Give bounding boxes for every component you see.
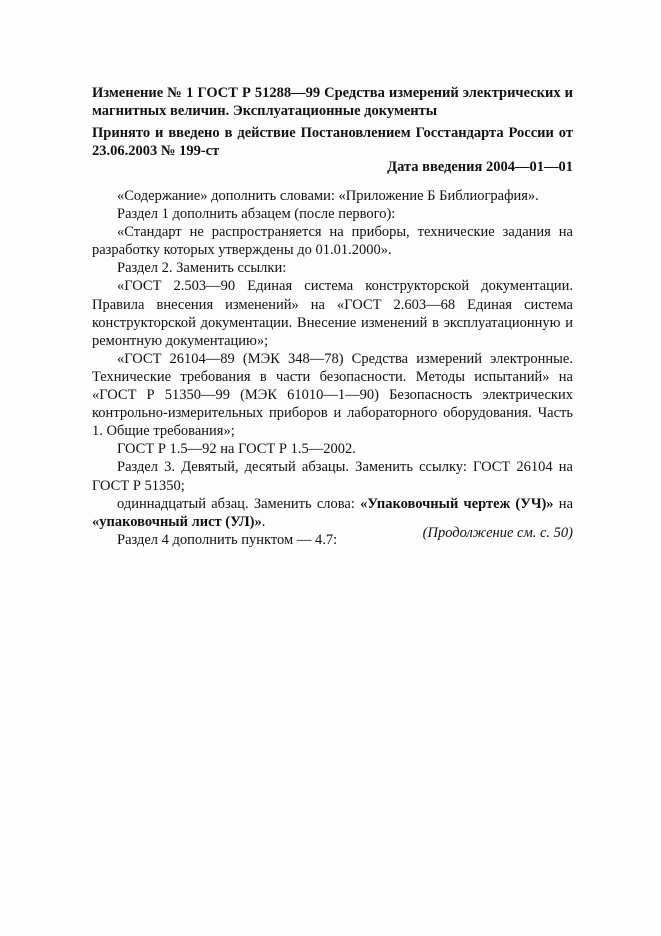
paragraph-ref-gost15: ГОСТ Р 1.5—92 на ГОСТ Р 1.5—2002.: [117, 441, 356, 458]
paragraph-ref-gost26104: «ГОСТ 26104—89 (МЭК 348—78) Средства измерений электронные. Технические требования в части безопасности. Методы испытаний» на «ГОСТ Р 51350—99 (МЭК 61010—1—90) Безопасность электрических контрольно-измерительных приборов и лабораторного оборудования. Часть 1. Общие требования»;: [92, 350, 573, 440]
paragraph-ref-gost2503: «ГОСТ 2.503—90 Единая система конструкторской документации. Правила внесения изменений» на «ГОСТ 2.603—68 Единая система конструкторской документации. Внесение изменений в эксплуатационную и ремонтную документацию»;: [92, 278, 573, 349]
continuation-note: (Продолжение см. с. 50): [422, 525, 573, 541]
eleventh-text-mid: на: [553, 495, 574, 512]
paragraph-contents: «Содержание» дополнить словами: «Приложение Б Библиография».: [117, 188, 539, 204]
adoption-block: [92, 124, 573, 160]
eleventh-text-end: .: [261, 513, 266, 530]
adoption-note: Принято и введено в действие Постановлением Госстандарта России от 23.06.2003 № 199-ст: [92, 125, 573, 159]
header-block: [92, 84, 573, 120]
paragraph-section4: Раздел 4 дополнить пунктом — 4.7:: [117, 531, 338, 548]
change-title: Изменение № 1 ГОСТ Р 51288—99 Средства измерений электрических и магнитных величин. Эксплуатационные документы: [92, 85, 573, 119]
eleventh-bold-new: «упаковочный лист (УЛ)»: [92, 513, 262, 530]
eleventh-bold-old: «Упаковочный чертеж (УЧ)»: [360, 495, 554, 512]
paragraph-scope: «Стандарт не распространяется на приборы, технические задания на разработку которых утверждены до 01.01.2000».: [92, 224, 573, 259]
paragraph-section1: Раздел 1 дополнить абзацем (после первого):: [117, 206, 396, 223]
paragraph-section3: Раздел 3. Девятый, десятый абзацы. Заменить ссылку: ГОСТ 26104 на ГОСТ Р 51350;: [92, 459, 573, 494]
body-text: [92, 187, 573, 549]
eleventh-text-start: одиннадцатый абзац. Заменить слова:: [117, 495, 361, 512]
paragraph-section2: Раздел 2. Заменить ссылки:: [117, 260, 287, 277]
effective-date: Дата введения 2004—01—01: [387, 159, 573, 175]
